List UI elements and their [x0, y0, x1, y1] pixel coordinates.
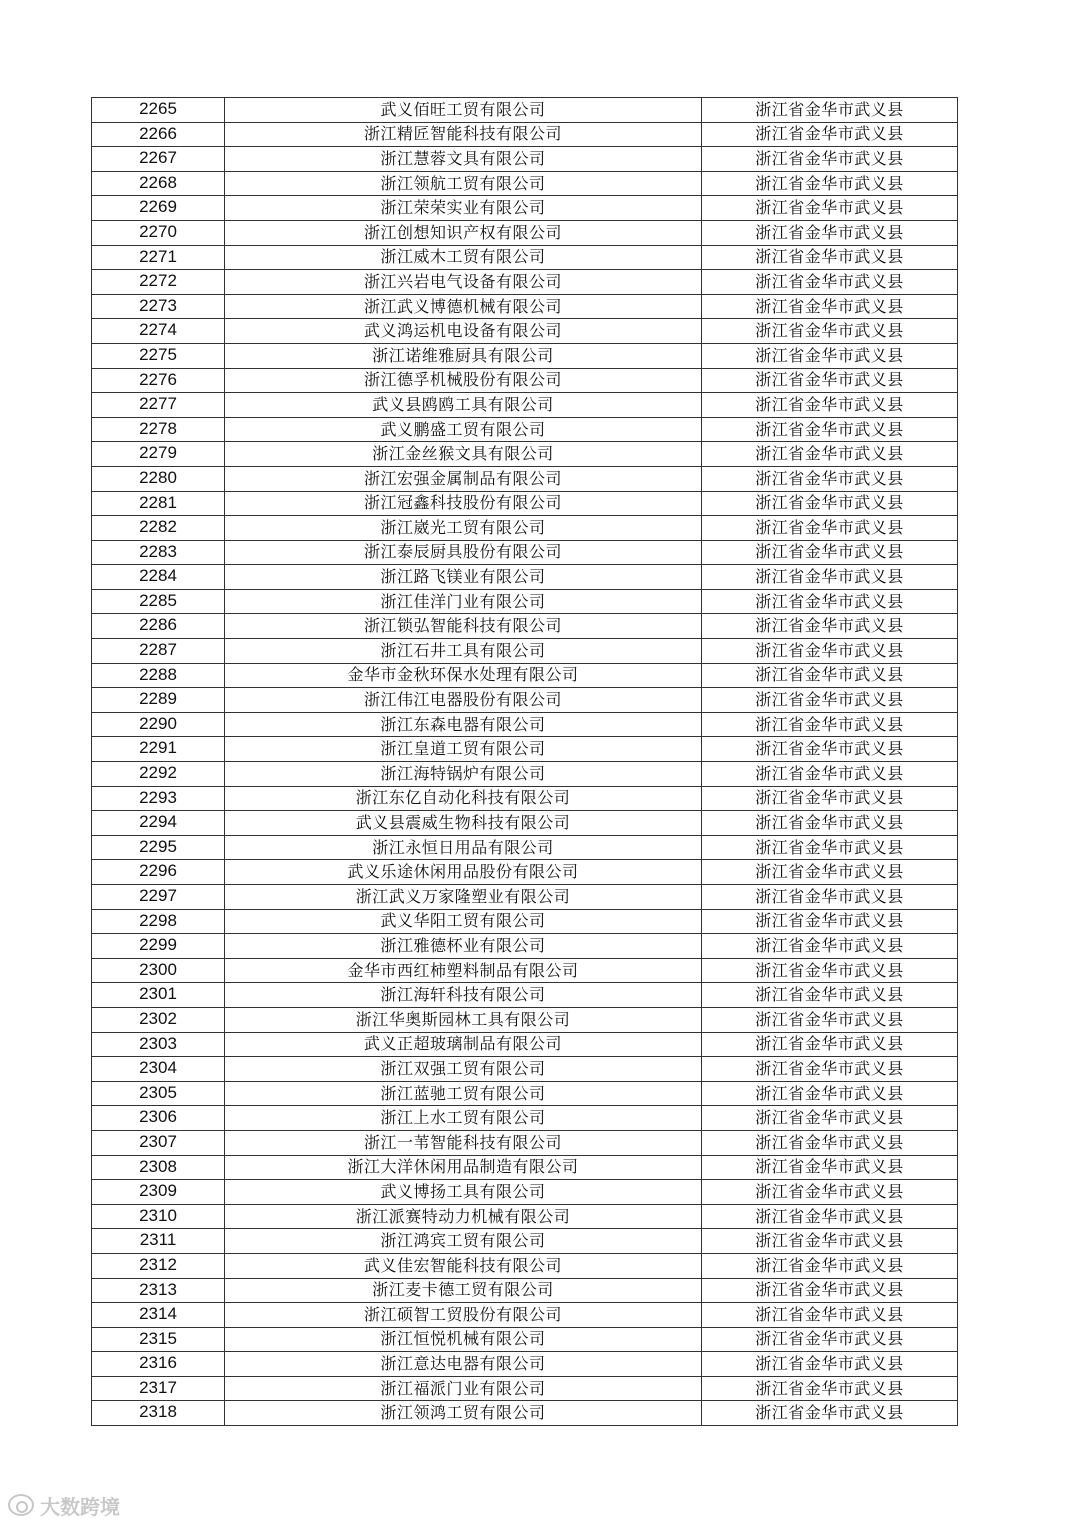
row-number: 2278 — [92, 417, 225, 442]
company-name: 浙江荣荣实业有限公司 — [225, 196, 702, 221]
company-name: 武义华阳工贸有限公司 — [225, 909, 702, 934]
row-number: 2296 — [92, 860, 225, 885]
row-number: 2286 — [92, 614, 225, 639]
company-name: 浙江精匠智能科技有限公司 — [225, 122, 702, 147]
company-name: 浙江硕智工贸股份有限公司 — [225, 1303, 702, 1328]
company-name: 浙江武义万家隆塑业有限公司 — [225, 885, 702, 910]
row-number: 2289 — [92, 688, 225, 713]
row-number: 2307 — [92, 1130, 225, 1155]
company-name: 浙江佳洋门业有限公司 — [225, 589, 702, 614]
company-region: 浙江省金华市武义县 — [702, 171, 958, 196]
company-name: 浙江东亿自动化科技有限公司 — [225, 786, 702, 811]
table-row — [92, 786, 958, 811]
company-region: 浙江省金华市武义县 — [702, 516, 958, 541]
table-row — [92, 589, 958, 614]
company-region: 浙江省金华市武义县 — [702, 983, 958, 1008]
company-region: 浙江省金华市武义县 — [702, 294, 958, 319]
company-name: 浙江大洋休闲用品制造有限公司 — [225, 1155, 702, 1180]
company-name: 浙江石井工具有限公司 — [225, 639, 702, 664]
row-number: 2277 — [92, 393, 225, 418]
company-name: 浙江蓝驰工贸有限公司 — [225, 1081, 702, 1106]
company-region: 浙江省金华市武义县 — [702, 393, 958, 418]
table-body — [92, 98, 958, 1426]
table-row — [92, 220, 958, 245]
row-number: 2306 — [92, 1106, 225, 1131]
row-number: 2293 — [92, 786, 225, 811]
company-name: 浙江永恒日用品有限公司 — [225, 835, 702, 860]
company-region: 浙江省金华市武义县 — [702, 1303, 958, 1328]
row-number: 2303 — [92, 1032, 225, 1057]
row-number: 2287 — [92, 639, 225, 664]
company-region: 浙江省金华市武义县 — [702, 1229, 958, 1254]
company-region: 浙江省金华市武义县 — [702, 1253, 958, 1278]
row-number: 2270 — [92, 220, 225, 245]
table-row — [92, 565, 958, 590]
row-number: 2285 — [92, 589, 225, 614]
company-region: 浙江省金华市武义县 — [702, 1057, 958, 1082]
company-region: 浙江省金华市武义县 — [702, 688, 958, 713]
company-region: 浙江省金华市武义县 — [702, 835, 958, 860]
row-number: 2313 — [92, 1278, 225, 1303]
company-name: 浙江金丝猴文具有限公司 — [225, 442, 702, 467]
row-number: 2265 — [92, 98, 225, 123]
table-row — [92, 1180, 958, 1205]
company-region: 浙江省金华市武义县 — [702, 762, 958, 787]
table-row — [92, 983, 958, 1008]
table-row — [92, 122, 958, 147]
company-name: 武义县震威生物科技有限公司 — [225, 811, 702, 836]
company-region: 浙江省金华市武义县 — [702, 811, 958, 836]
company-name: 浙江宏强金属制品有限公司 — [225, 466, 702, 491]
company-name: 武义鸿运机电设备有限公司 — [225, 319, 702, 344]
company-name: 浙江武义博德机械有限公司 — [225, 294, 702, 319]
company-name: 浙江伟江电器股份有限公司 — [225, 688, 702, 713]
table-row — [92, 442, 958, 467]
row-number: 2280 — [92, 466, 225, 491]
company-region: 浙江省金华市武义县 — [702, 417, 958, 442]
row-number: 2279 — [92, 442, 225, 467]
company-region: 浙江省金华市武义县 — [702, 1155, 958, 1180]
company-name: 武义佰旺工贸有限公司 — [225, 98, 702, 123]
row-number: 2315 — [92, 1327, 225, 1352]
company-name: 浙江领航工贸有限公司 — [225, 171, 702, 196]
company-name: 武义县鸥鸥工具有限公司 — [225, 393, 702, 418]
table-row — [92, 663, 958, 688]
row-number: 2299 — [92, 934, 225, 959]
brand-logo-icon — [8, 1494, 34, 1516]
company-name: 浙江路飞镁业有限公司 — [225, 565, 702, 590]
row-number: 2312 — [92, 1253, 225, 1278]
row-number: 2316 — [92, 1352, 225, 1377]
table-row — [92, 1278, 958, 1303]
company-region: 浙江省金华市武义县 — [702, 368, 958, 393]
table-row — [92, 1253, 958, 1278]
company-name: 浙江海轩科技有限公司 — [225, 983, 702, 1008]
table-row — [92, 1303, 958, 1328]
company-region: 浙江省金华市武义县 — [702, 934, 958, 959]
company-region: 浙江省金华市武义县 — [702, 270, 958, 295]
row-number: 2290 — [92, 712, 225, 737]
company-name: 浙江麦卡德工贸有限公司 — [225, 1278, 702, 1303]
company-region: 浙江省金华市武义县 — [702, 540, 958, 565]
company-region: 浙江省金华市武义县 — [702, 122, 958, 147]
company-region: 浙江省金华市武义县 — [702, 220, 958, 245]
company-region: 浙江省金华市武义县 — [702, 1081, 958, 1106]
company-region: 浙江省金华市武义县 — [702, 147, 958, 172]
table-row — [92, 1352, 958, 1377]
company-name: 浙江领鸿工贸有限公司 — [225, 1401, 702, 1426]
company-name: 浙江华奥斯园林工具有限公司 — [225, 1007, 702, 1032]
company-region: 浙江省金华市武义县 — [702, 1352, 958, 1377]
table-row — [92, 245, 958, 270]
company-name: 武义正超玻璃制品有限公司 — [225, 1032, 702, 1057]
table-row — [92, 934, 958, 959]
table-row — [92, 270, 958, 295]
company-name: 浙江威木工贸有限公司 — [225, 245, 702, 270]
row-number: 2276 — [92, 368, 225, 393]
company-name: 浙江皇道工贸有限公司 — [225, 737, 702, 762]
table-row — [92, 196, 958, 221]
row-number: 2288 — [92, 663, 225, 688]
table-row — [92, 368, 958, 393]
company-region: 浙江省金华市武义县 — [702, 958, 958, 983]
row-number: 2310 — [92, 1204, 225, 1229]
company-region: 浙江省金华市武义县 — [702, 589, 958, 614]
company-name: 浙江鸿宾工贸有限公司 — [225, 1229, 702, 1254]
row-number: 2271 — [92, 245, 225, 270]
company-name: 浙江海特锅炉有限公司 — [225, 762, 702, 787]
company-region: 浙江省金华市武义县 — [702, 196, 958, 221]
table-row — [92, 343, 958, 368]
company-name: 浙江东森电器有限公司 — [225, 712, 702, 737]
table-row — [92, 1327, 958, 1352]
company-name: 浙江创想知识产权有限公司 — [225, 220, 702, 245]
company-name: 浙江派赛特动力机械有限公司 — [225, 1204, 702, 1229]
company-name: 金华市西红柿塑料制品有限公司 — [225, 958, 702, 983]
row-number: 2318 — [92, 1401, 225, 1426]
company-region: 浙江省金华市武义县 — [702, 98, 958, 123]
table-row — [92, 1229, 958, 1254]
table-row — [92, 737, 958, 762]
company-region: 浙江省金华市武义县 — [702, 663, 958, 688]
watermark-text: 大数跨境 — [40, 1494, 120, 1519]
table-row — [92, 1007, 958, 1032]
company-name: 武义博扬工具有限公司 — [225, 1180, 702, 1205]
table-row — [92, 1081, 958, 1106]
company-region: 浙江省金华市武义县 — [702, 1130, 958, 1155]
row-number: 2311 — [92, 1229, 225, 1254]
company-region: 浙江省金华市武义县 — [702, 565, 958, 590]
table-row — [92, 1032, 958, 1057]
row-number: 2295 — [92, 835, 225, 860]
table-row — [92, 491, 958, 516]
table-row — [92, 147, 958, 172]
row-number: 2269 — [92, 196, 225, 221]
row-number: 2272 — [92, 270, 225, 295]
company-region: 浙江省金华市武义县 — [702, 885, 958, 910]
table-row — [92, 1376, 958, 1401]
company-region: 浙江省金华市武义县 — [702, 909, 958, 934]
row-number: 2298 — [92, 909, 225, 934]
table-row — [92, 1401, 958, 1426]
company-name: 浙江诺维雅厨具有限公司 — [225, 343, 702, 368]
row-number: 2267 — [92, 147, 225, 172]
company-region: 浙江省金华市武义县 — [702, 1401, 958, 1426]
company-name: 浙江慧蓉文具有限公司 — [225, 147, 702, 172]
row-number: 2291 — [92, 737, 225, 762]
company-name: 浙江德孚机械股份有限公司 — [225, 368, 702, 393]
table-row — [92, 688, 958, 713]
row-number: 2274 — [92, 319, 225, 344]
row-number: 2300 — [92, 958, 225, 983]
table-row — [92, 1204, 958, 1229]
table-row — [92, 958, 958, 983]
table-row — [92, 860, 958, 885]
company-list-table — [91, 97, 958, 1426]
company-region: 浙江省金华市武义县 — [702, 1007, 958, 1032]
row-number: 2266 — [92, 122, 225, 147]
company-region: 浙江省金华市武义县 — [702, 1106, 958, 1131]
company-name: 浙江双强工贸有限公司 — [225, 1057, 702, 1082]
company-name: 武义乐途休闲用品股份有限公司 — [225, 860, 702, 885]
company-region: 浙江省金华市武义县 — [702, 491, 958, 516]
watermark — [8, 1490, 120, 1520]
table-row — [92, 98, 958, 123]
company-region: 浙江省金华市武义县 — [702, 639, 958, 664]
table-row — [92, 1155, 958, 1180]
row-number: 2282 — [92, 516, 225, 541]
company-region: 浙江省金华市武义县 — [702, 1278, 958, 1303]
row-number: 2305 — [92, 1081, 225, 1106]
row-number: 2275 — [92, 343, 225, 368]
table-row — [92, 885, 958, 910]
company-region: 浙江省金华市武义县 — [702, 343, 958, 368]
company-name: 浙江意达电器有限公司 — [225, 1352, 702, 1377]
table-row — [92, 417, 958, 442]
company-region: 浙江省金华市武义县 — [702, 737, 958, 762]
table-row — [92, 540, 958, 565]
table-row — [92, 1130, 958, 1155]
company-region: 浙江省金华市武义县 — [702, 786, 958, 811]
company-region: 浙江省金华市武义县 — [702, 614, 958, 639]
row-number: 2309 — [92, 1180, 225, 1205]
company-region: 浙江省金华市武义县 — [702, 1376, 958, 1401]
table-row — [92, 639, 958, 664]
company-region: 浙江省金华市武义县 — [702, 712, 958, 737]
row-number: 2283 — [92, 540, 225, 565]
table-row — [92, 516, 958, 541]
company-region: 浙江省金华市武义县 — [702, 319, 958, 344]
company-name: 浙江雅德杯业有限公司 — [225, 934, 702, 959]
row-number: 2281 — [92, 491, 225, 516]
table-row — [92, 294, 958, 319]
company-name: 武义佳宏智能科技有限公司 — [225, 1253, 702, 1278]
row-number: 2314 — [92, 1303, 225, 1328]
company-name: 浙江锁弘智能科技有限公司 — [225, 614, 702, 639]
row-number: 2292 — [92, 762, 225, 787]
row-number: 2308 — [92, 1155, 225, 1180]
table-row — [92, 614, 958, 639]
company-name: 浙江兴岩电气设备有限公司 — [225, 270, 702, 295]
company-name: 浙江崴光工贸有限公司 — [225, 516, 702, 541]
company-region: 浙江省金华市武义县 — [702, 1180, 958, 1205]
company-name: 浙江恒悦机械有限公司 — [225, 1327, 702, 1352]
table-row — [92, 835, 958, 860]
company-region: 浙江省金华市武义县 — [702, 860, 958, 885]
table-row — [92, 1106, 958, 1131]
row-number: 2297 — [92, 885, 225, 910]
company-name: 浙江冠鑫科技股份有限公司 — [225, 491, 702, 516]
company-name: 浙江上水工贸有限公司 — [225, 1106, 702, 1131]
company-region: 浙江省金华市武义县 — [702, 466, 958, 491]
row-number: 2302 — [92, 1007, 225, 1032]
company-region: 浙江省金华市武义县 — [702, 245, 958, 270]
table-row — [92, 319, 958, 344]
company-name: 浙江泰辰厨具股份有限公司 — [225, 540, 702, 565]
company-name: 浙江一苇智能科技有限公司 — [225, 1130, 702, 1155]
table-row — [92, 909, 958, 934]
company-name: 浙江福派门业有限公司 — [225, 1376, 702, 1401]
company-name: 金华市金秋环保水处理有限公司 — [225, 663, 702, 688]
company-region: 浙江省金华市武义县 — [702, 442, 958, 467]
table-row — [92, 762, 958, 787]
table-row — [92, 466, 958, 491]
table-row — [92, 171, 958, 196]
table-row — [92, 393, 958, 418]
row-number: 2301 — [92, 983, 225, 1008]
company-region: 浙江省金华市武义县 — [702, 1327, 958, 1352]
company-name: 武义鹏盛工贸有限公司 — [225, 417, 702, 442]
table-row — [92, 811, 958, 836]
row-number: 2317 — [92, 1376, 225, 1401]
row-number: 2284 — [92, 565, 225, 590]
table-row — [92, 1057, 958, 1082]
table-row — [92, 712, 958, 737]
row-number: 2304 — [92, 1057, 225, 1082]
company-region: 浙江省金华市武义县 — [702, 1032, 958, 1057]
company-region: 浙江省金华市武义县 — [702, 1204, 958, 1229]
row-number: 2273 — [92, 294, 225, 319]
row-number: 2268 — [92, 171, 225, 196]
row-number: 2294 — [92, 811, 225, 836]
